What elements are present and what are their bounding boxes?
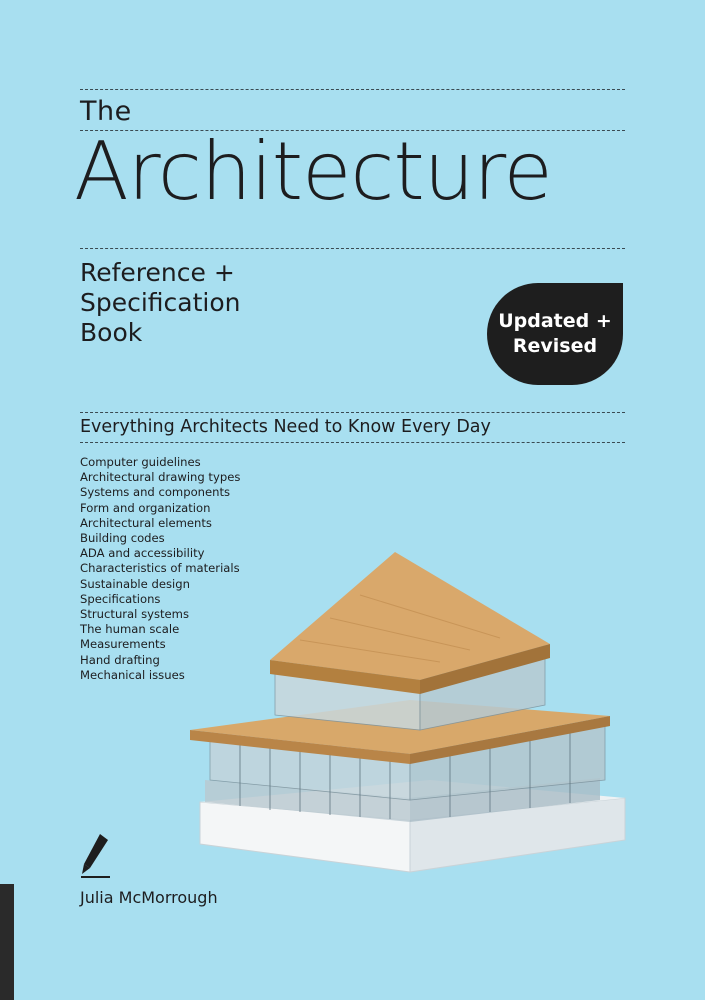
topic-item: Sustainable design bbox=[80, 576, 190, 591]
topic-item: Computer guidelines bbox=[80, 455, 201, 469]
topic-item: Specifications bbox=[80, 591, 161, 606]
topic-item: Form and organization bbox=[80, 500, 211, 515]
divider-tagline-lower bbox=[80, 442, 625, 443]
divider-top bbox=[80, 89, 625, 90]
subtitle-line-1: Reference + bbox=[80, 258, 235, 287]
subtitle-line-2: Specification bbox=[80, 288, 241, 317]
topic-item: Architectural drawing types bbox=[80, 470, 241, 485]
badge-line-2: Revised bbox=[512, 335, 598, 357]
divider-title-lower bbox=[80, 248, 625, 249]
topic-item: Characteristics of materials bbox=[80, 561, 240, 576]
topic-item: Structural systems bbox=[80, 607, 190, 622]
topic-item: Systems and components bbox=[80, 485, 231, 500]
badge-line-1: Updated + bbox=[498, 310, 612, 332]
subtitle bbox=[80, 258, 241, 348]
topic-item: Architectural elements bbox=[80, 515, 212, 530]
title-architecture: Architecture bbox=[74, 125, 552, 218]
divider-tagline-upper bbox=[80, 412, 625, 413]
topic-item: The human scale bbox=[80, 622, 180, 637]
author-name: Julia McMorrough bbox=[80, 888, 218, 907]
topic-item: Mechanical issues bbox=[80, 667, 185, 682]
building-illustration bbox=[180, 540, 630, 880]
topic-item: Measurements bbox=[80, 637, 166, 652]
spine-tab bbox=[0, 884, 14, 1000]
updated-revised-badge bbox=[487, 283, 623, 385]
subtitle-line-3: Book bbox=[80, 318, 143, 347]
tagline: Everything Architects Need to Know Every Day bbox=[80, 417, 491, 437]
topic-item: Hand drafting bbox=[80, 652, 160, 667]
topic-item: ADA and accessibility bbox=[80, 546, 205, 561]
topic-item: Building codes bbox=[80, 531, 165, 546]
title-the: The bbox=[80, 96, 132, 127]
pen-icon bbox=[80, 832, 110, 878]
